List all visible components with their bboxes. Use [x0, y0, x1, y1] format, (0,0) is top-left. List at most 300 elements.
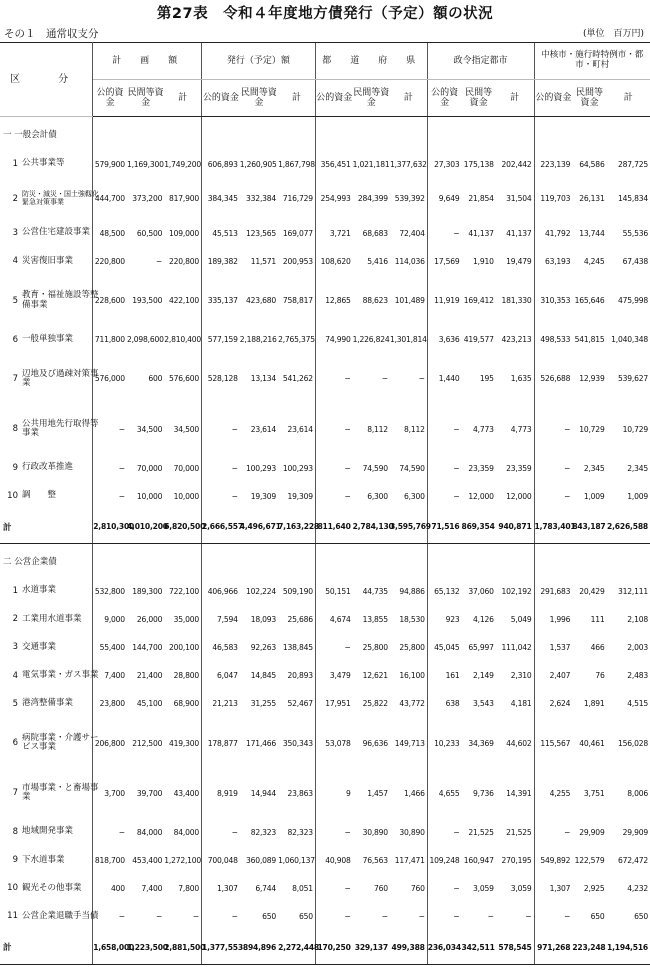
table-cell: −	[427, 454, 461, 482]
table-cell: 43,400	[173, 788, 199, 798]
row-name: 災害復旧事業	[22, 255, 74, 266]
table-cell: 64,586	[579, 159, 605, 169]
table-cell: 12,865	[315, 276, 352, 326]
table-row	[0, 634, 650, 662]
table-cell: 8,112	[403, 424, 425, 434]
table-cell: 109,000	[168, 228, 199, 238]
table-cell: 254,993	[315, 178, 352, 219]
table-cell: 400	[93, 875, 127, 903]
table-cell: 23,614	[287, 424, 313, 434]
total-cell: 1,783,401	[534, 510, 572, 544]
table-cell: 332,384	[246, 194, 277, 204]
table-cell: 23,359	[506, 463, 532, 473]
table-cell: −	[192, 912, 199, 922]
row-number: 6	[12, 738, 18, 749]
subheader-public-funds: 公的資金	[315, 80, 352, 117]
table-cell: 509,190	[282, 586, 313, 596]
subheader-private-funds: 民間等資金	[353, 80, 390, 117]
subheader-private-funds: 民間等資金	[127, 80, 164, 117]
table-row	[0, 219, 650, 247]
table-cell: 111	[590, 615, 605, 625]
table-cell: 541,262	[282, 374, 313, 384]
table-cell: 1,009	[583, 491, 605, 501]
table-cell: −	[534, 482, 572, 510]
table-cell: 716,729	[282, 194, 313, 204]
header-prefectures: 都 道 府 県	[315, 43, 427, 80]
table-cell: 11,919	[427, 276, 461, 326]
table-cell: −	[381, 374, 388, 384]
table-cell: 1,635	[510, 374, 532, 384]
row-name: 公営企業退職手当債	[22, 910, 99, 921]
row-name: 水道事業	[22, 585, 57, 596]
table-cell: 30,890	[362, 827, 388, 837]
table-cell: 101,489	[394, 296, 425, 306]
subheader-public-funds: 公的資金	[427, 80, 461, 117]
total-cell: 7,163,228	[278, 510, 315, 544]
table-cell: 1,272,100	[164, 855, 202, 865]
header-issued: 発行（予定）額	[202, 43, 316, 80]
table-cell: 202,442	[501, 159, 532, 169]
table-row	[0, 903, 650, 931]
table-cell: 21,400	[136, 671, 163, 681]
subheader-total: 計	[164, 80, 201, 117]
table-cell: 8,112	[367, 424, 388, 434]
table-cell: 35,000	[173, 615, 199, 625]
table-cell: 650	[634, 912, 648, 922]
table-cell: 3,543	[472, 699, 494, 709]
table-cell: 541,815	[574, 335, 605, 345]
table-cell: −	[315, 354, 352, 404]
table-cell: 1,060,137	[278, 855, 315, 865]
table-cell: 7,400	[141, 884, 163, 894]
table-cell: 29,909	[579, 827, 605, 837]
row-label	[0, 404, 99, 454]
row-name: 公営住宅建設事業	[22, 227, 91, 238]
table-cell: 41,137	[468, 228, 494, 238]
table-cell: 9	[315, 768, 352, 818]
row-label	[0, 875, 93, 903]
table-cell: 650	[262, 912, 277, 922]
total-label: 計	[0, 510, 93, 544]
subheader-private-funds: 民間等資金	[240, 80, 278, 117]
row-label	[0, 846, 93, 874]
table-cell: 45,045	[427, 634, 461, 662]
row-name: 調 整	[22, 490, 57, 501]
table-cell: 1,260,905	[239, 159, 277, 169]
table-cell: −	[156, 912, 163, 922]
table-cell: 549,892	[534, 846, 572, 874]
row-label	[0, 903, 99, 931]
table-cell: 100,293	[282, 463, 313, 473]
subheader-public-funds: 公的資金	[534, 80, 572, 117]
row-label	[0, 219, 93, 247]
table-title: 第27表 令和４年度地方債発行（予定）額の状況	[156, 6, 494, 22]
table-cell: 29,909	[622, 827, 648, 837]
table-cell: 48,500	[93, 219, 127, 247]
row-number: 10	[7, 883, 18, 894]
table-cell: 94,886	[399, 586, 425, 596]
row-label	[0, 276, 99, 326]
total-label: 計	[0, 931, 93, 965]
row-label	[0, 690, 93, 718]
table-cell: 19,479	[506, 257, 532, 267]
row-name: 病院事業・介護サービス事業	[22, 732, 99, 753]
table-cell: 419,300	[168, 738, 199, 748]
table-cell: 228,600	[93, 276, 127, 326]
row-number: 1	[12, 586, 18, 597]
row-number: 4	[12, 256, 18, 267]
row-name: 辺地及び過疎対策事業	[22, 368, 99, 388]
row-number: 3	[12, 228, 18, 239]
table-cell: −	[202, 818, 240, 846]
table-cell: 2,310	[510, 671, 532, 681]
table-cell: 55,536	[622, 228, 648, 238]
table-cell: −	[315, 454, 352, 482]
table-cell: 102,224	[246, 586, 277, 596]
table-cell: 1,040,348	[611, 335, 648, 345]
table-row	[0, 662, 650, 690]
table-cell: 13,134	[250, 374, 277, 384]
total-cell: 869,354	[461, 510, 495, 544]
bond-issuance-table	[0, 42, 650, 965]
table-cell: 2,407	[534, 662, 572, 690]
row-number: 5	[12, 698, 18, 709]
table-cell: 1,996	[534, 605, 572, 633]
table-cell: 4,245	[583, 257, 605, 267]
section-title: 二 公営企業債	[0, 544, 93, 578]
table-cell: −	[315, 875, 352, 903]
table-row	[0, 354, 650, 404]
table-cell: 4,674	[315, 605, 352, 633]
row-number: 7	[12, 788, 18, 799]
table-cell: 3,721	[315, 219, 352, 247]
total-cell: 170,250	[315, 931, 352, 965]
table-cell: 23,863	[287, 788, 313, 798]
table-row	[0, 247, 650, 275]
table-cell: 200,953	[282, 257, 313, 267]
table-cell: 406,966	[202, 577, 240, 605]
table-cell: 373,200	[132, 194, 163, 204]
table-cell: 419,577	[463, 335, 494, 345]
table-cell: 34,369	[468, 738, 494, 748]
table-cell: −	[534, 454, 572, 482]
total-cell: 1,377,553	[202, 931, 240, 965]
table-row	[0, 178, 650, 219]
total-cell: 2,784,130	[353, 510, 390, 544]
total-cell: 4,010,200	[127, 510, 164, 544]
table-cell: 422,100	[168, 296, 199, 306]
table-cell: 212,500	[132, 738, 163, 748]
table-cell: 1,910	[472, 257, 494, 267]
table-cell: 350,343	[282, 738, 313, 748]
table-cell: 17,569	[427, 247, 461, 275]
table-cell: 6,300	[367, 491, 388, 501]
table-cell: 53,078	[315, 718, 352, 768]
total-cell: 329,137	[353, 931, 390, 965]
table-cell: 169,077	[282, 228, 313, 238]
table-cell: 111,042	[501, 643, 532, 653]
table-cell: 528,128	[202, 354, 240, 404]
table-row	[0, 818, 650, 846]
table-cell: 335,137	[202, 276, 240, 326]
table-cell: 117,471	[394, 855, 425, 865]
table-cell: 84,000	[136, 827, 163, 837]
table-cell: 11,571	[250, 257, 277, 267]
table-cell: 25,800	[362, 643, 388, 653]
total-cell: 894,896	[240, 931, 278, 965]
table-cell: −	[534, 404, 572, 454]
table-cell: 760	[374, 884, 388, 894]
table-cell: 577,159	[202, 326, 240, 354]
table-cell: 50,151	[315, 577, 352, 605]
table-cell: −	[525, 912, 532, 922]
table-cell: 63,193	[534, 247, 572, 275]
table-cell: 758,817	[282, 296, 313, 306]
row-name: 観光その他事業	[22, 882, 82, 893]
row-number: 9	[12, 855, 18, 866]
table-cell: 60,500	[136, 228, 163, 238]
table-cell: 576,600	[168, 374, 199, 384]
table-cell: 20,429	[579, 586, 605, 596]
table-cell: 46,583	[202, 634, 240, 662]
table-cell: 5,416	[367, 257, 388, 267]
table-cell: 25,686	[287, 615, 313, 625]
total-cell: 3,595,769	[390, 510, 427, 544]
table-cell: 14,944	[250, 788, 277, 798]
table-cell: 21,213	[202, 690, 240, 718]
total-cell: 2,881,500	[164, 931, 201, 965]
table-cell: 25,800	[399, 643, 425, 653]
row-label	[0, 354, 99, 404]
row-label	[0, 768, 99, 818]
table-row	[0, 326, 650, 354]
subheader-total: 計	[278, 80, 315, 117]
table-cell: 923	[427, 605, 461, 633]
table-cell: 44,602	[506, 738, 532, 748]
row-label	[0, 662, 99, 690]
table-cell: 220,800	[168, 257, 199, 267]
table-cell: 6,047	[202, 662, 240, 690]
table-cell: 1,169,300	[126, 159, 164, 169]
table-cell: 68,900	[173, 699, 199, 709]
table-cell: 3,700	[93, 768, 127, 818]
table-cell: 1,891	[583, 699, 605, 709]
table-cell: 74,990	[315, 326, 352, 354]
table-cell: 88,623	[362, 296, 388, 306]
row-number: 3	[12, 642, 18, 653]
row-label	[0, 577, 93, 605]
table-cell: 6,300	[403, 491, 425, 501]
total-cell: 843,187	[572, 510, 606, 544]
table-cell: −	[202, 482, 240, 510]
row-number: 2	[12, 614, 18, 625]
table-cell: 31,255	[250, 699, 277, 709]
table-cell: 45,100	[136, 699, 163, 709]
table-cell: 25,822	[362, 699, 388, 709]
table-cell: 193,500	[132, 296, 163, 306]
table-cell: 200,100	[168, 643, 199, 653]
table-cell: 539,627	[617, 374, 648, 384]
table-cell: 26,131	[579, 194, 605, 204]
table-cell: 4,655	[427, 768, 461, 818]
table-cell: 18,093	[250, 615, 277, 625]
table-cell: 10,000	[136, 491, 163, 501]
table-cell: −	[202, 903, 240, 931]
table-cell: 1,466	[403, 788, 425, 798]
total-cell: 971,268	[534, 931, 572, 965]
table-cell: 1,457	[367, 788, 388, 798]
table-cell: 138,845	[282, 643, 313, 653]
total-cell: 4,496,671	[240, 510, 278, 544]
row-name: 一般単独事業	[22, 333, 74, 344]
table-cell: 23,800	[93, 690, 127, 718]
table-cell: 4,515	[627, 699, 648, 709]
table-cell: 1,867,798	[278, 159, 315, 169]
table-cell: 444,700	[93, 178, 127, 219]
row-label	[0, 818, 93, 846]
table-cell: 12,000	[468, 491, 494, 501]
table-row	[0, 690, 650, 718]
table-cell: 5,049	[510, 615, 532, 625]
table-cell: 1,307	[534, 875, 572, 903]
header-kubun: 区 分	[0, 43, 93, 117]
table-cell: 4,773	[510, 424, 532, 434]
total-cell: 71,516	[427, 510, 461, 544]
table-cell: 576,000	[93, 354, 127, 404]
table-cell: −	[427, 482, 461, 510]
table-cell: 9,736	[472, 788, 494, 798]
table-row	[0, 482, 650, 510]
table-cell: −	[418, 374, 425, 384]
table-cell: 7,800	[178, 884, 199, 894]
table-cell: 2,098,600	[126, 335, 164, 345]
table-cell: 1,377,632	[389, 159, 427, 169]
table-cell: 21,525	[506, 827, 532, 837]
table-cell: 92,263	[250, 643, 277, 653]
table-cell: 1,301,814	[389, 335, 427, 345]
table-cell: 356,451	[315, 150, 352, 178]
section-header-row	[0, 117, 650, 151]
table-cell: 4,773	[472, 424, 494, 434]
table-cell: 68,683	[362, 228, 388, 238]
table-cell: 638	[427, 690, 461, 718]
total-cell: 2,666,557	[202, 510, 240, 544]
table-cell: 4,232	[627, 884, 648, 894]
table-cell: 475,998	[617, 296, 648, 306]
table-cell: 178,877	[202, 718, 240, 768]
table-cell: 96,636	[362, 738, 388, 748]
table-cell: 7,400	[93, 662, 127, 690]
subheader-private-funds: 民間等資金	[461, 80, 495, 117]
table-cell: 2,925	[583, 884, 605, 894]
row-name: 行政改革推進	[22, 462, 74, 473]
table-cell: −	[418, 912, 425, 922]
table-cell: −	[202, 454, 240, 482]
row-number: 5	[12, 295, 18, 306]
table-cell: −	[534, 903, 572, 931]
row-label	[0, 247, 93, 275]
table-cell: 8,006	[627, 788, 648, 798]
table-cell: 291,683	[534, 577, 572, 605]
row-name: 交通事業	[22, 641, 57, 652]
table-cell: −	[93, 454, 127, 482]
table-cell: 160,947	[463, 855, 494, 865]
table-cell: 2,188,216	[239, 335, 277, 345]
total-cell: 2,272,448	[278, 931, 315, 965]
table-cell: 84,000	[173, 827, 199, 837]
table-cell: 270,195	[501, 855, 532, 865]
header-plan: 計 画 額	[93, 43, 202, 80]
table-cell: 169,412	[463, 296, 494, 306]
table-cell: 114,036	[394, 257, 425, 267]
table-cell: 2,624	[534, 690, 572, 718]
table-cell: 82,323	[250, 827, 277, 837]
table-cell: 16,100	[399, 671, 425, 681]
table-cell: 1,226,824	[352, 335, 390, 345]
table-cell: 165,646	[574, 296, 605, 306]
subheader-public-funds: 公的資金	[93, 80, 127, 117]
total-row	[0, 931, 650, 965]
table-cell: 41,792	[534, 219, 572, 247]
table-cell: 4,255	[534, 768, 572, 818]
row-name: 防災・減災・国土強靱化緊急対策事業	[22, 190, 99, 206]
table-cell: −	[93, 818, 127, 846]
total-cell: 499,388	[390, 931, 427, 965]
table-cell: 423,680	[246, 296, 277, 306]
table-cell: 18,530	[399, 615, 425, 625]
table-cell: 13,744	[579, 228, 605, 238]
table-cell: 52,467	[287, 699, 313, 709]
table-cell: 498,533	[534, 326, 572, 354]
row-name: 工業用水道事業	[22, 613, 82, 624]
row-name: 下水道事業	[22, 854, 65, 865]
table-cell: 34,500	[136, 424, 163, 434]
row-label	[0, 454, 93, 482]
table-cell: −	[427, 903, 461, 931]
row-name: 電気事業・ガス事業	[22, 669, 99, 680]
table-cell: 1,749,200	[164, 159, 202, 169]
table-cell: 206,800	[93, 718, 127, 768]
table-cell: 2,003	[627, 643, 648, 653]
subheader-total: 計	[607, 80, 650, 117]
table-cell: 76,563	[362, 855, 388, 865]
table-cell: 82,323	[287, 827, 313, 837]
table-cell: 220,800	[93, 247, 127, 275]
table-cell: 65,997	[468, 643, 494, 653]
table-cell: −	[315, 903, 352, 931]
row-name: 公共用地先行取得等事業	[22, 418, 99, 438]
table-cell: 310,353	[534, 276, 572, 326]
row-number: 8	[12, 424, 18, 434]
row-number: 8	[12, 827, 18, 838]
row-label	[0, 326, 93, 354]
table-cell: 55,400	[93, 634, 127, 662]
table-cell: 74,590	[362, 463, 388, 473]
row-number: 4	[12, 670, 18, 681]
table-cell: 20,893	[287, 671, 313, 681]
table-cell: 9,000	[93, 605, 127, 633]
table-cell: 70,000	[173, 463, 199, 473]
table-cell: 34,500	[173, 424, 199, 434]
table-cell: 19,309	[287, 491, 313, 501]
total-cell: 2,626,588	[607, 510, 650, 544]
table-row	[0, 718, 650, 768]
table-cell: 453,400	[132, 855, 163, 865]
total-cell: 1,223,500	[127, 931, 164, 965]
row-number: 9	[12, 462, 18, 473]
row-name: 港湾整備事業	[22, 698, 74, 709]
table-cell: 26,000	[136, 615, 163, 625]
